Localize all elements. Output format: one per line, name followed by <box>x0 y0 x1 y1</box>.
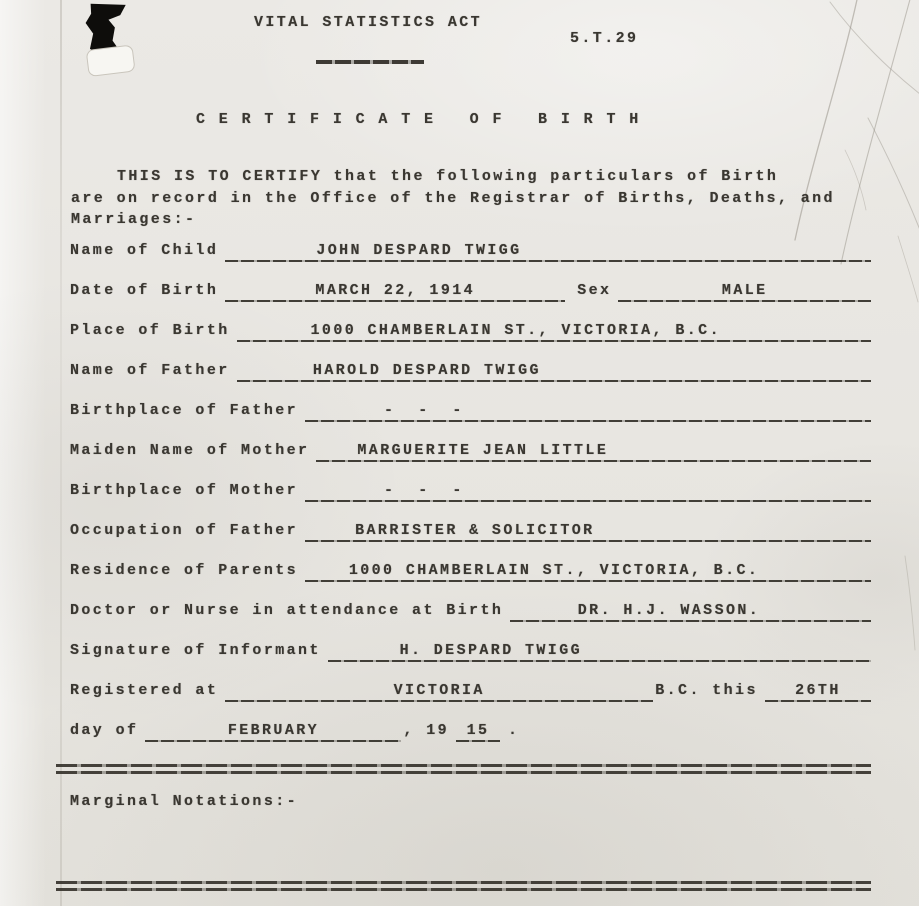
signature-of-informant-label: Signature of Informant <box>70 642 321 659</box>
birthplace-of-mother-value: - - - <box>383 482 464 499</box>
maiden-name-of-mother-label: Maiden Name of Mother <box>70 442 310 459</box>
certificate-title: C E R T I F I C A T E O F B I R T H <box>196 111 641 128</box>
form-fields <box>0 223 919 743</box>
place-of-birth-line <box>237 322 871 343</box>
year-prefix: , 19 <box>403 722 450 739</box>
bottom-double-rule <box>56 881 871 892</box>
name-of-father-label: Name of Father <box>70 362 230 379</box>
field-row-name-of-father <box>0 343 919 383</box>
field-row-registration-date <box>0 703 919 743</box>
top-double-rule <box>56 764 871 775</box>
name-of-father-line <box>237 362 871 383</box>
birthplace-of-father-label: Birthplace of Father <box>70 402 299 419</box>
sex-value: MALE <box>721 282 768 299</box>
year-line <box>456 722 500 743</box>
intro-line-3: Marriages:- <box>71 211 197 228</box>
intro-paragraph <box>71 166 871 231</box>
occupation-of-father-line <box>305 522 871 543</box>
field-row-residence-of-parents <box>0 543 919 583</box>
date-of-birth-value: MARCH 22, 1914 <box>315 282 476 299</box>
signature-of-informant-value: H. DESPARD TWIGG <box>399 642 583 659</box>
maiden-name-of-mother-line <box>316 442 871 463</box>
field-row-signature-of-informant <box>0 623 919 663</box>
date-terminator: . <box>508 722 520 739</box>
attendant-value: DR. H.J. WASSON. <box>577 602 761 619</box>
registered-day-line <box>765 682 871 703</box>
birthplace-of-father-value: - - - <box>383 402 464 419</box>
maiden-name-of-mother-value: MARGUERITE JEAN LITTLE <box>357 442 609 459</box>
ink-blot-shape <box>85 2 129 56</box>
place-of-birth-value: 1000 CHAMBERLAIN ST., VICTORIA, B.C. <box>310 322 721 339</box>
field-row-birthplace-of-mother <box>0 463 919 503</box>
sex-label: Sex <box>577 282 612 299</box>
residence-of-parents-label: Residence of Parents <box>70 562 299 579</box>
month-value: FEBRUARY <box>227 722 320 739</box>
act-title: VITAL STATISTICS ACT <box>254 14 483 31</box>
birthplace-of-mother-line <box>305 482 871 503</box>
day-of-label: day of <box>70 722 139 739</box>
name-of-child-label: Name of Child <box>70 242 219 259</box>
occupation-of-father-label: Occupation of Father <box>70 522 299 539</box>
date-of-birth-label: Date of Birth <box>70 282 219 299</box>
act-title-underline <box>316 60 424 64</box>
year-value: 15 <box>466 722 490 739</box>
attendant-label: Doctor or Nurse in attendance at Birth <box>70 602 504 619</box>
registered-at-line <box>225 682 653 703</box>
place-of-birth-label: Place of Birth <box>70 322 230 339</box>
field-row-attendant <box>0 583 919 623</box>
month-line <box>145 722 401 743</box>
marginal-notations-label: Marginal Notations:- <box>70 793 299 810</box>
field-row-name-of-child <box>0 223 919 263</box>
field-row-registered-at <box>0 663 919 703</box>
name-of-child-value: JOHN DESPARD TWIGG <box>316 242 522 259</box>
form-number: 5.T.29 <box>570 30 639 47</box>
field-row-maiden-name-of-mother <box>0 423 919 463</box>
residence-of-parents-value: 1000 CHAMBERLAIN ST., VICTORIA, B.C. <box>348 562 760 579</box>
sex-line <box>618 282 871 303</box>
field-row-date-of-birth <box>0 263 919 303</box>
field-row-place-of-birth <box>0 303 919 343</box>
name-of-child-line <box>225 242 871 263</box>
registered-at-label: Registered at <box>70 682 219 699</box>
birthplace-of-father-line <box>305 402 871 423</box>
registered-at-value: VICTORIA <box>393 682 485 699</box>
attendant-line <box>510 602 871 623</box>
intro-line-1: THIS IS TO CERTIFY that the following particulars of Birth <box>117 168 779 185</box>
name-of-father-value: HAROLD DESPARD TWIGG <box>312 362 541 379</box>
signature-of-informant-line <box>328 642 871 663</box>
registered-day-value: 26TH <box>795 682 841 699</box>
date-of-birth-line <box>225 282 565 303</box>
field-row-occupation-of-father <box>0 503 919 543</box>
registered-at-suffix: B.C. this <box>655 682 758 699</box>
residence-of-parents-line <box>305 562 871 583</box>
birthplace-of-mother-label: Birthplace of Mother <box>70 482 299 499</box>
intro-line-2: are on record in the Office of the Registrar of Births, Deaths, and <box>71 189 835 207</box>
field-row-birthplace-of-father <box>0 383 919 423</box>
torn-paper-patch <box>86 45 135 76</box>
occupation-of-father-value: BARRISTER & SOLICITOR <box>355 522 595 539</box>
